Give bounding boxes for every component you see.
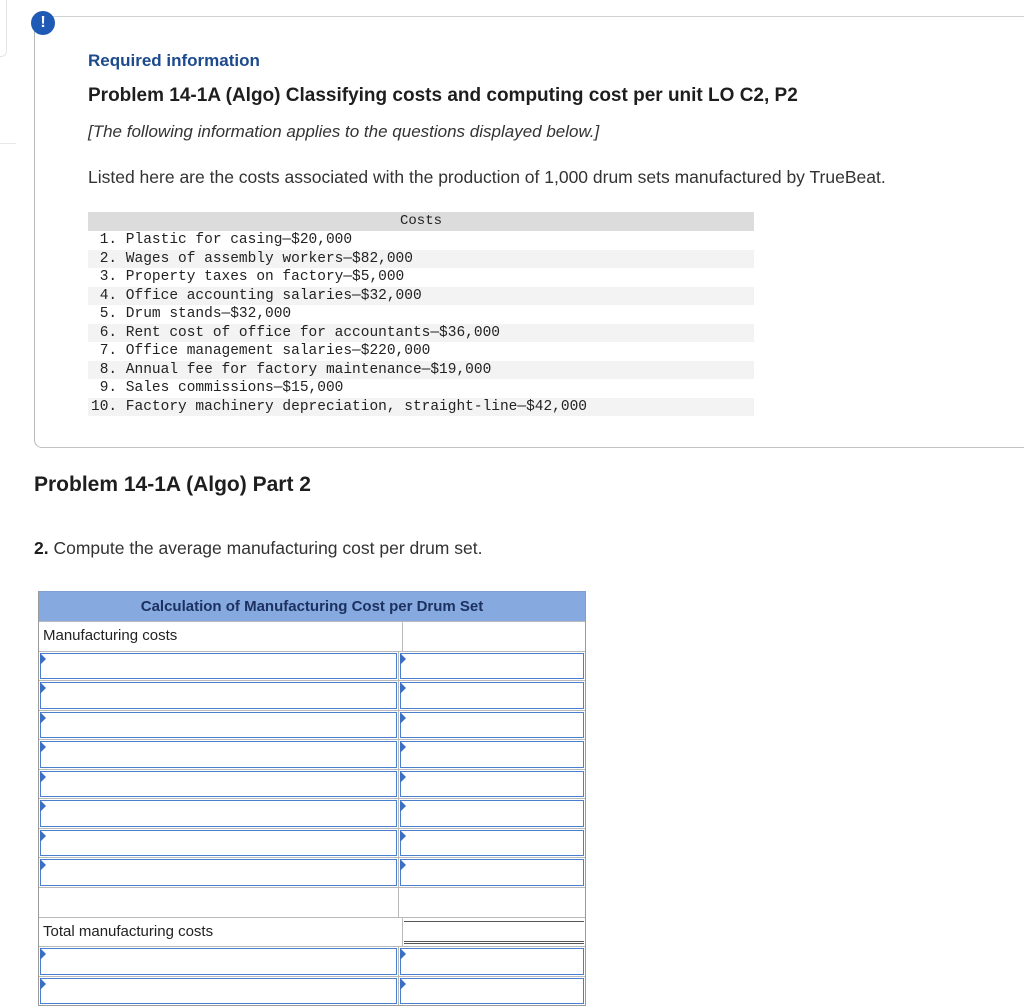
cost-item: 1. Plastic for casing—$20,000 [91, 232, 353, 248]
cost-amount-input-3[interactable] [400, 712, 584, 739]
table-row [39, 828, 585, 858]
table-row [39, 857, 585, 887]
cost-item-dropdown-1[interactable] [40, 653, 397, 680]
cost-item-dropdown-5[interactable] [40, 771, 397, 798]
problem-intro: Listed here are the costs associated with the production of 1,000 drum sets manufactured by TrueBeat. [88, 167, 886, 187]
costs-header: Costs [88, 212, 754, 231]
cost-item: 4. Office accounting salaries—$32,000 [88, 287, 754, 306]
previous-panel-edge [0, 0, 7, 57]
cost-item: 7. Office management salaries—$220,000 [91, 343, 431, 359]
problem-title: Problem 14-1A (Algo) Classifying costs and computing cost per unit LO C2, P2 [88, 85, 798, 106]
cost-item: 3. Property taxes on factory—$5,000 [91, 269, 405, 285]
cost-item: 6. Rent cost of office for accountants—$36,000 [88, 324, 754, 343]
table-row [39, 917, 585, 947]
part-title: Problem 14-1A (Algo) Part 2 [34, 473, 311, 496]
cost-amount-input-6[interactable] [400, 800, 584, 827]
table-row [39, 651, 585, 681]
cost-item-dropdown-7[interactable] [40, 830, 397, 857]
cost-item: 5. Drum stands—$32,000 [91, 306, 292, 322]
table-row [39, 887, 585, 917]
question-number: 2. [34, 538, 49, 558]
units-dropdown[interactable] [40, 948, 397, 975]
cost-item-dropdown-8[interactable] [40, 859, 397, 886]
units-input[interactable] [400, 948, 584, 975]
empty-cell [39, 888, 399, 917]
cost-item: 9. Sales commissions—$15,000 [91, 380, 344, 396]
cost-per-unit-dropdown[interactable] [40, 978, 397, 1005]
total-manufacturing-costs-input[interactable] [404, 921, 584, 945]
table-row [39, 976, 585, 1006]
table-row [39, 621, 585, 651]
cost-item: 8. Annual fee for factory maintenance—$19,000 [88, 361, 754, 380]
cost-item-dropdown-2[interactable] [40, 682, 397, 709]
empty-cell [403, 622, 585, 651]
table-row [39, 710, 585, 740]
cost-per-unit-input[interactable] [400, 978, 584, 1005]
cost-amount-input-2[interactable] [400, 682, 584, 709]
cost-amount-input-1[interactable] [400, 653, 584, 680]
cost-amount-input-5[interactable] [400, 771, 584, 798]
table-row [39, 946, 585, 976]
table-row [39, 798, 585, 828]
calculation-table-title: Calculation of Manufacturing Cost per Drum Set [39, 591, 585, 621]
cost-item-dropdown-4[interactable] [40, 741, 397, 768]
cost-amount-input-4[interactable] [400, 741, 584, 768]
cost-item: 10. Factory machinery depreciation, straight-line—$42,000 [88, 398, 754, 417]
divider [0, 143, 16, 144]
calculation-table [38, 591, 586, 1006]
required-information-heading: Required information [88, 51, 260, 70]
info-note: [The following information applies to the questions displayed below.] [88, 122, 600, 141]
empty-cell [399, 888, 585, 917]
table-row [39, 769, 585, 799]
total-manufacturing-costs-label: Total manufacturing costs [39, 918, 403, 947]
cost-item-dropdown-6[interactable] [40, 800, 397, 827]
table-row [39, 739, 585, 769]
costs-list [88, 212, 754, 416]
alert-icon: ! [31, 11, 55, 35]
manufacturing-costs-label: Manufacturing costs [39, 622, 403, 651]
cost-amount-input-8[interactable] [400, 859, 584, 886]
cost-amount-input-7[interactable] [400, 830, 584, 857]
question [34, 538, 482, 559]
cost-item-dropdown-3[interactable] [40, 712, 397, 739]
table-row [39, 680, 585, 710]
cost-item: 2. Wages of assembly workers—$82,000 [88, 250, 754, 269]
question-text: Compute the average manufacturing cost per drum set. [48, 538, 483, 558]
